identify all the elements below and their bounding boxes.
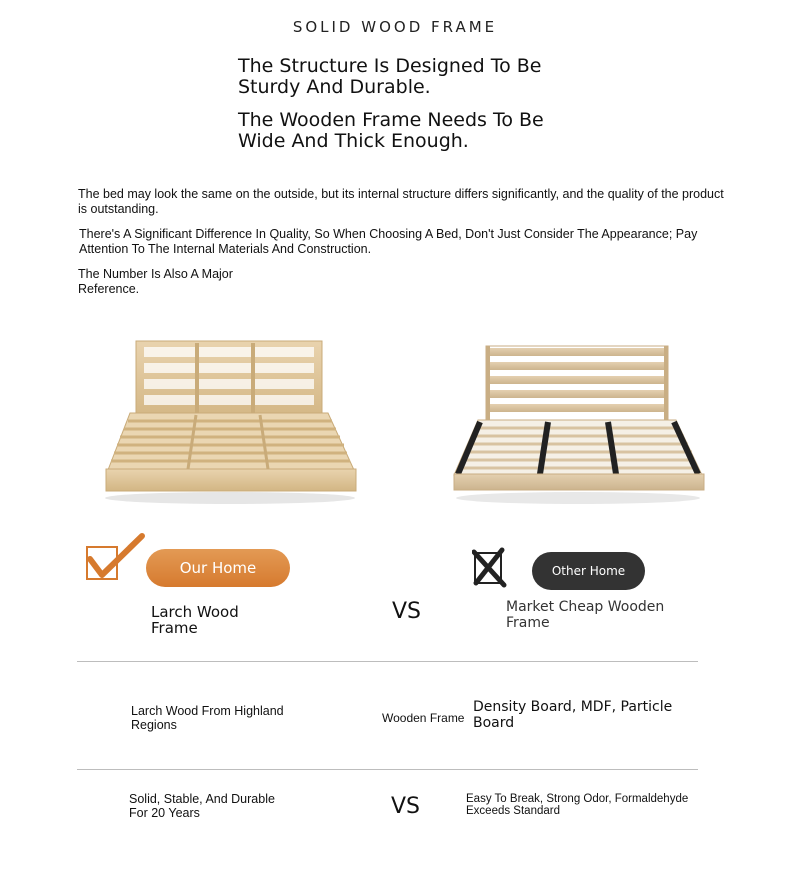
divider-bottom — [77, 769, 698, 770]
row2-right-line-2: Exceeds Standard — [466, 805, 560, 817]
our-home-badge: Our Home — [146, 549, 290, 587]
row2-right-line-1: Easy To Break, Strong Odor, Formaldehyde — [466, 793, 689, 805]
our-frame-label — [151, 604, 239, 636]
headline-structure: The Structure Is Designed To Be Sturdy And Durable. — [238, 55, 542, 98]
cross-box-icon — [472, 547, 508, 589]
row1-left-line-1: Larch Wood From Highland — [131, 704, 284, 718]
row2-vs: VS — [391, 794, 421, 819]
page-title: SOLID WOOD FRAME — [292, 18, 498, 36]
other-frame-label-line-2: Frame — [506, 615, 550, 631]
other-frame-label-line-1: Market Cheap Wooden — [506, 599, 665, 615]
other-frame-label — [506, 599, 664, 631]
our-frame-label-line-1: Larch Wood — [151, 603, 239, 621]
row1-left — [131, 704, 284, 732]
row2-left — [129, 792, 275, 820]
divider-top — [77, 661, 698, 662]
our-frame-label-line-2: Frame — [151, 619, 198, 637]
quality-paragraph: There's A Significant Difference In Quality, So When Choosing A Bed, Don't Just Consider The Appearance; Pay Attention To The Internal Materials And Construction. — [79, 227, 698, 256]
headline-frame: The Wooden Frame Needs To Be Wide And Thick Enough. — [238, 109, 544, 152]
reference-paragraph — [78, 267, 278, 297]
row1-left-line-2: Regions — [131, 718, 177, 732]
cheap-bed-image — [450, 340, 708, 510]
intro-paragraph: The bed may look the same on the outside, but its internal structure differs significantly, and the quality of the product is outstanding. — [78, 187, 724, 216]
row1-right-line-2: Board — [473, 715, 515, 731]
row2-right — [466, 793, 688, 817]
larch-bed-image — [100, 335, 365, 510]
vs-text: VS — [392, 599, 422, 624]
checkmark-icon — [84, 533, 146, 583]
other-home-badge: Other Home — [532, 552, 645, 590]
row1-middle: Wooden Frame — [382, 711, 465, 725]
row2-left-line-1: Solid, Stable, And Durable — [129, 792, 275, 806]
row1-right-line-1: Density Board, MDF, Particle — [473, 699, 673, 715]
reference-line-1: The Number Is Also A Major — [78, 267, 233, 281]
row1-right — [473, 699, 672, 731]
reference-line-2: Reference. — [78, 282, 140, 296]
row2-left-line-2: For 20 Years — [129, 806, 200, 820]
